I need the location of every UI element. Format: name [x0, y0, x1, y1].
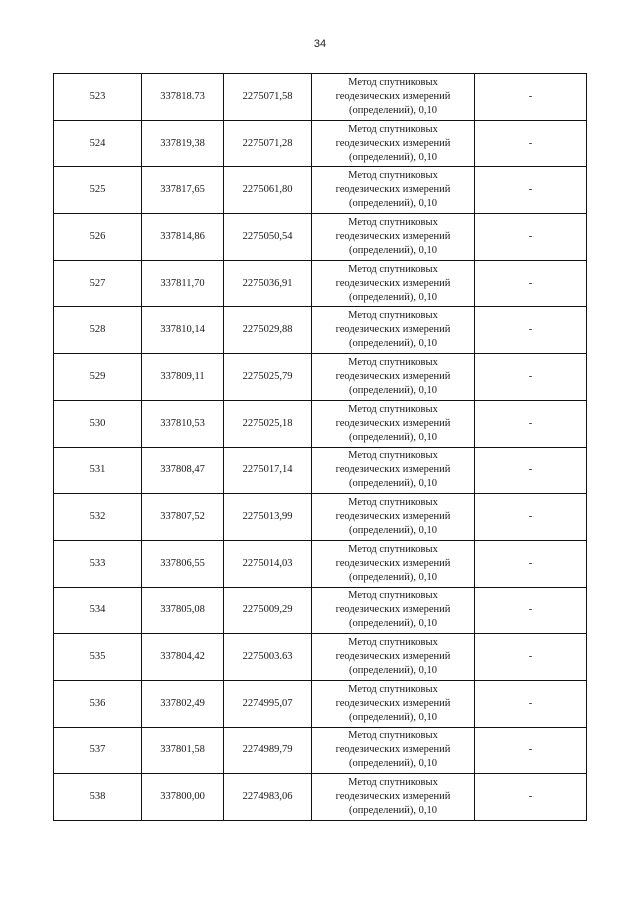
- method-line: геодезических измерений: [335, 137, 451, 149]
- method-line: геодезических измерений: [335, 557, 451, 569]
- method-cell: [312, 214, 475, 261]
- point-number-cell: 537: [54, 727, 142, 774]
- method-cell: [312, 167, 475, 214]
- table-row: [54, 354, 587, 401]
- method-line: (определений), 0,10: [348, 384, 438, 396]
- table-row: [54, 494, 587, 541]
- y-coordinate-cell: 2274989,79: [224, 727, 312, 774]
- table-row: [54, 680, 587, 727]
- method-line: геодезических измерений: [335, 324, 451, 336]
- method-line: геодезических измерений: [335, 464, 451, 476]
- method-line: геодезических измерений: [335, 744, 451, 756]
- y-coordinate-cell: 2275017,14: [224, 447, 312, 494]
- x-coordinate-cell: 337804,42: [142, 634, 224, 681]
- y-coordinate-cell: 2275061,80: [224, 167, 312, 214]
- x-coordinate-cell: 337801,58: [142, 727, 224, 774]
- point-number-cell: 533: [54, 540, 142, 587]
- y-coordinate-cell: 2275014,03: [224, 540, 312, 587]
- x-coordinate-cell: 337814,86: [142, 214, 224, 261]
- table-row: [54, 260, 587, 307]
- y-coordinate-cell: 2275025,79: [224, 354, 312, 401]
- description-cell: -: [475, 727, 587, 774]
- method-line: Метод спутниковых: [348, 123, 438, 135]
- y-coordinate-cell: 2274983,06: [224, 774, 312, 821]
- method-line: (определений), 0,10: [348, 711, 438, 723]
- point-number-cell: 529: [54, 354, 142, 401]
- table-row: [54, 540, 587, 587]
- description-cell: -: [475, 167, 587, 214]
- point-number-cell: 538: [54, 774, 142, 821]
- y-coordinate-cell: 2275071,28: [224, 120, 312, 167]
- point-number-cell: 530: [54, 400, 142, 447]
- table-row: [54, 587, 587, 634]
- method-cell: [312, 540, 475, 587]
- x-coordinate-cell: 337810,14: [142, 307, 224, 354]
- method-line: (определений), 0,10: [348, 478, 438, 490]
- point-number-cell: 524: [54, 120, 142, 167]
- description-cell: -: [475, 774, 587, 821]
- method-line: (определений), 0,10: [348, 805, 438, 817]
- method-line: Метод спутниковых: [348, 170, 438, 182]
- x-coordinate-cell: 337806,55: [142, 540, 224, 587]
- point-number-cell: 535: [54, 634, 142, 681]
- point-number-cell: 536: [54, 680, 142, 727]
- y-coordinate-cell: 2275003.63: [224, 634, 312, 681]
- description-cell: -: [475, 494, 587, 541]
- coordinates-table: [53, 73, 587, 821]
- method-line: геодезических измерений: [335, 604, 451, 616]
- method-line: (определений), 0,10: [348, 198, 438, 210]
- x-coordinate-cell: 337809,11: [142, 354, 224, 401]
- method-cell: [312, 727, 475, 774]
- method-line: геодезических измерений: [335, 90, 451, 102]
- x-coordinate-cell: 337818.73: [142, 74, 224, 121]
- method-cell: [312, 74, 475, 121]
- point-number-cell: 528: [54, 307, 142, 354]
- method-line: (определений), 0,10: [348, 244, 438, 256]
- table-row: [54, 727, 587, 774]
- coordinates-table-body: [54, 74, 587, 821]
- y-coordinate-cell: 2275036,91: [224, 260, 312, 307]
- method-line: Метод спутниковых: [348, 730, 438, 742]
- y-coordinate-cell: 2275025,18: [224, 400, 312, 447]
- x-coordinate-cell: 337807,52: [142, 494, 224, 541]
- x-coordinate-cell: 337805,08: [142, 587, 224, 634]
- table-row: [54, 74, 587, 121]
- method-line: Метод спутниковых: [348, 450, 438, 462]
- method-line: геодезических измерений: [335, 370, 451, 382]
- y-coordinate-cell: 2275071,58: [224, 74, 312, 121]
- description-cell: -: [475, 354, 587, 401]
- point-number-cell: 526: [54, 214, 142, 261]
- table-row: [54, 400, 587, 447]
- method-line: геодезических измерений: [335, 417, 451, 429]
- method-line: Метод спутниковых: [348, 497, 438, 509]
- x-coordinate-cell: 337817,65: [142, 167, 224, 214]
- method-line: (определений), 0,10: [348, 151, 438, 163]
- method-cell: [312, 494, 475, 541]
- description-cell: -: [475, 587, 587, 634]
- description-cell: -: [475, 74, 587, 121]
- method-line: (определений), 0,10: [348, 618, 438, 630]
- description-cell: -: [475, 634, 587, 681]
- table-row: [54, 774, 587, 821]
- x-coordinate-cell: 337802,49: [142, 680, 224, 727]
- x-coordinate-cell: 337810,53: [142, 400, 224, 447]
- method-cell: [312, 260, 475, 307]
- description-cell: -: [475, 447, 587, 494]
- table-row: [54, 447, 587, 494]
- description-cell: -: [475, 680, 587, 727]
- point-number-cell: 534: [54, 587, 142, 634]
- method-cell: [312, 307, 475, 354]
- method-line: (определений), 0,10: [348, 758, 438, 770]
- method-line: Метод спутниковых: [348, 76, 438, 88]
- method-line: геодезических измерений: [335, 651, 451, 663]
- method-cell: [312, 587, 475, 634]
- description-cell: -: [475, 214, 587, 261]
- y-coordinate-cell: 2275009,29: [224, 587, 312, 634]
- x-coordinate-cell: 337811,70: [142, 260, 224, 307]
- y-coordinate-cell: 2275029,88: [224, 307, 312, 354]
- method-line: Метод спутниковых: [348, 356, 438, 368]
- method-line: (определений), 0,10: [348, 291, 438, 303]
- point-number-cell: 525: [54, 167, 142, 214]
- table-row: [54, 634, 587, 681]
- table-row: [54, 120, 587, 167]
- method-cell: [312, 120, 475, 167]
- method-line: Метод спутниковых: [348, 263, 438, 275]
- method-cell: [312, 680, 475, 727]
- y-coordinate-cell: 2275013,99: [224, 494, 312, 541]
- y-coordinate-cell: 2274995,07: [224, 680, 312, 727]
- point-number-cell: 532: [54, 494, 142, 541]
- x-coordinate-cell: 337819,38: [142, 120, 224, 167]
- method-line: (определений), 0,10: [348, 665, 438, 677]
- method-line: Метод спутниковых: [348, 216, 438, 228]
- method-cell: [312, 634, 475, 681]
- description-cell: -: [475, 540, 587, 587]
- x-coordinate-cell: 337808,47: [142, 447, 224, 494]
- method-line: (определений), 0,10: [348, 431, 438, 443]
- method-line: Метод спутниковых: [348, 310, 438, 322]
- table-row: [54, 214, 587, 261]
- point-number-cell: 531: [54, 447, 142, 494]
- method-line: геодезических измерений: [335, 230, 451, 242]
- y-coordinate-cell: 2275050,54: [224, 214, 312, 261]
- method-line: геодезических измерений: [335, 184, 451, 196]
- method-cell: [312, 447, 475, 494]
- method-cell: [312, 774, 475, 821]
- table-row: [54, 167, 587, 214]
- point-number-cell: 523: [54, 74, 142, 121]
- point-number-cell: 527: [54, 260, 142, 307]
- description-cell: -: [475, 260, 587, 307]
- method-line: геодезических измерений: [335, 697, 451, 709]
- description-cell: -: [475, 120, 587, 167]
- method-line: (определений), 0,10: [348, 338, 438, 350]
- x-coordinate-cell: 337800,00: [142, 774, 224, 821]
- method-cell: [312, 354, 475, 401]
- method-line: Метод спутниковых: [348, 683, 438, 695]
- method-line: (определений), 0,10: [348, 571, 438, 583]
- method-line: геодезических измерений: [335, 277, 451, 289]
- method-line: геодезических измерений: [335, 791, 451, 803]
- method-line: Метод спутниковых: [348, 590, 438, 602]
- table-row: [54, 307, 587, 354]
- method-line: Метод спутниковых: [348, 543, 438, 555]
- method-line: Метод спутниковых: [348, 403, 438, 415]
- method-line: геодезических измерений: [335, 511, 451, 523]
- method-line: Метод спутниковых: [348, 637, 438, 649]
- description-cell: -: [475, 307, 587, 354]
- method-line: Метод спутниковых: [348, 777, 438, 789]
- description-cell: -: [475, 400, 587, 447]
- method-line: (определений), 0,10: [348, 525, 438, 537]
- method-line: (определений), 0,10: [348, 104, 438, 116]
- method-cell: [312, 400, 475, 447]
- page-number: 34: [313, 38, 327, 50]
